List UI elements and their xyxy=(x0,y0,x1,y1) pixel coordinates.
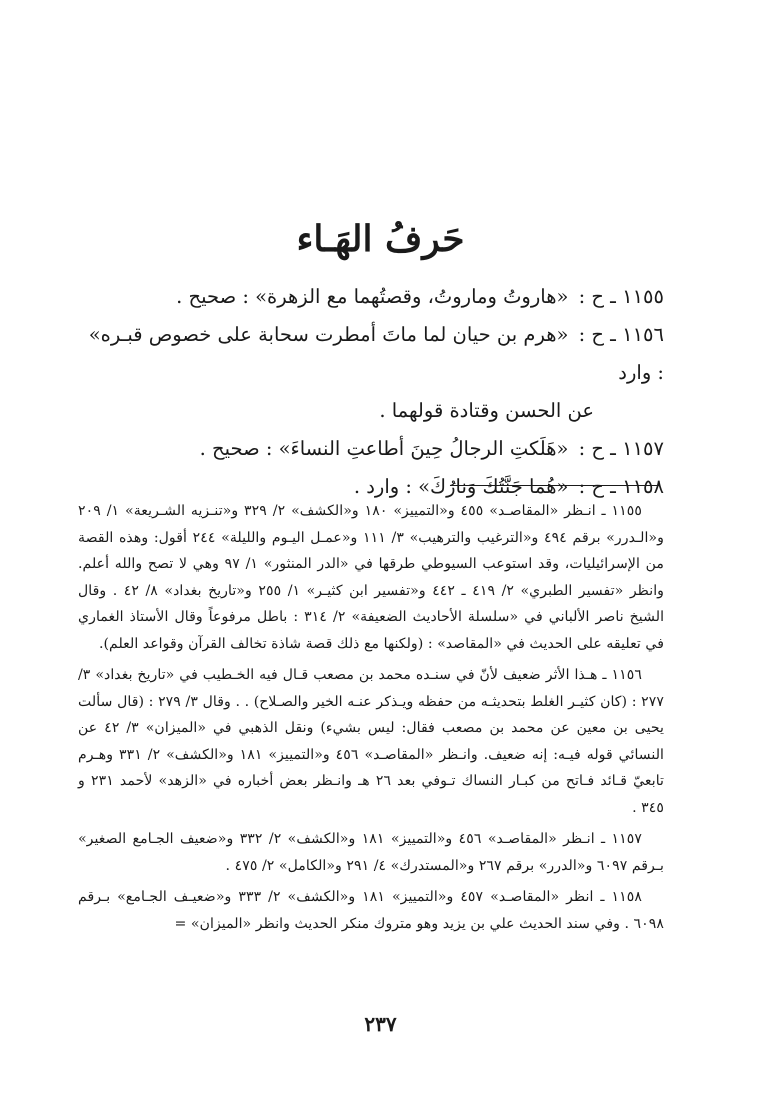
footnote-1158: ١١٥٨ ـ انظر «المقاصـد» ٤٥٧ و«التمييز» ١٨١ و«الكشف» ٢/ ٣٣٣ و«ضعيـف الجـامع» بـرقم ٦٠٩٨ . وفي سند الحديث علي بن يزيد وهو متروك منكر الحديث وانظر «الميزان» = xyxy=(78,889,664,932)
hadith-entry-1155 xyxy=(78,278,664,316)
entry-number: ١١٥٥ ـ ح : xyxy=(578,285,664,308)
entry-number: ١١٥٧ ـ ح : xyxy=(578,437,664,460)
footnote-1157: ١١٥٧ ـ انـظر «المقاصـد» ٤٥٦ و«التمييز» ١٨١ و«الكشف» ٢/ ٣٣٢ و«ضعيف الجـامع الصغير» بـرقم ٦٠٩٧ و«الدرر» برقم ٢٦٧ و«المستدرك» ٤/ ٢٩١ و«الكامل» ٢/ ٤٧٥ . xyxy=(78,831,664,874)
entry-number: ١١٥٦ ـ ح : xyxy=(578,323,664,346)
entry-continuation: عن الحسن وقتادة قولهما . xyxy=(379,399,594,422)
entry-number: ١١٥٨ ـ ح : xyxy=(578,475,664,498)
chapter-heading: حَرفُ الهَـاء xyxy=(296,218,465,260)
footnote-divider xyxy=(450,485,660,486)
entry-text: «هَلَكتِ الرجالُ حِينَ أطاعتِ النساءَ» : صحيح . xyxy=(199,437,569,460)
footnote-1156: ١١٥٦ ـ هـذا الأثر ضعيف لأنّ في سنـده محمد بن مصعب قـال فيه الخـطيب في «تاريخ بغداد» ٣/ ٢٧٧ : (كان كثيـر الغلط بتحديثـه من حفظه ويـذكر عنـه الخير والصـلاح) . . وقال ٣/ ٢٧٩ : (قال سألت يحيى بن معين عن محمد بن مصعب فقال: ليس بشيء) ونقل الذهبي في «الميزان» ٣/ ٤٢ عن النسائي قوله فيـه: إنه ضعيف. وانـظر «المقاصـد» ٤٥٦ و«التمييز» ١٨١ و«الكشف» ٢/ ٣٣١ وهـرم تابعيّ قـائد فـاتح من كبـار النساك تـوفي بعد ٢٦ هـ وانـظر بعض أخباره في «الزهد» لأحمد ٢٣١ و ٣٤٥ . xyxy=(78,667,664,816)
entry-text: «هُما جَنَّتُكَ وَنارُكَ» : وارد . xyxy=(353,475,569,498)
hadith-entry-1156 xyxy=(78,316,664,430)
page-number: ٢٣٧ xyxy=(364,1012,397,1036)
footnotes xyxy=(78,498,664,942)
entry-text: «هرم بن حيان لما ماتَ أمطرت سحابة على خصوص قبـره» : وارد xyxy=(88,323,664,384)
main-entries xyxy=(78,278,664,506)
entry-text: «هاروتُ وماروتُ، وقصتُهما مع الزهرة» : صحيح . xyxy=(176,285,569,308)
hadith-entry-1157 xyxy=(78,430,664,468)
footnote-1155: ١١٥٥ ـ انـظر «المقاصـد» ٤٥٥ و«التمييز» ١٨٠ و«الكشف» ٢/ ٣٢٩ و«تنـزيه الشـريعة» ١/ ٢٠٩ و«الـدرر» برقم ٤٩٤ و«الترغيب والترهيب» ٣/ ١١١ و«عمـل اليـوم والليلة» ٢٤٤ أقول: وهذه القصة من الإسرائيليات، وقد استوعب السيوطي طرقها في «الدر المنثور» ١/ ٩٧ وهي لا تصح والله أعلم. وانظر «تفسير الطبري» ٢/ ٤١٩ ـ ٤٤٢ و«تفسير ابن كثيـر» ١/ ٢٥٥ و«تاريخ بغداد» ٨/ ٤٢ . وقال الشيخ ناصر الألباني في «سلسلة الأحاديث الضعيفة» ٢/ ٣١٤ : باطل مرفوعاً وقال الأستاذ الغماري في تعليقه على الحديث في «المقاصد» : (ولكنها مع ذلك قصة شاذة تخالف القرآن وقواعد العلم). xyxy=(78,503,665,652)
